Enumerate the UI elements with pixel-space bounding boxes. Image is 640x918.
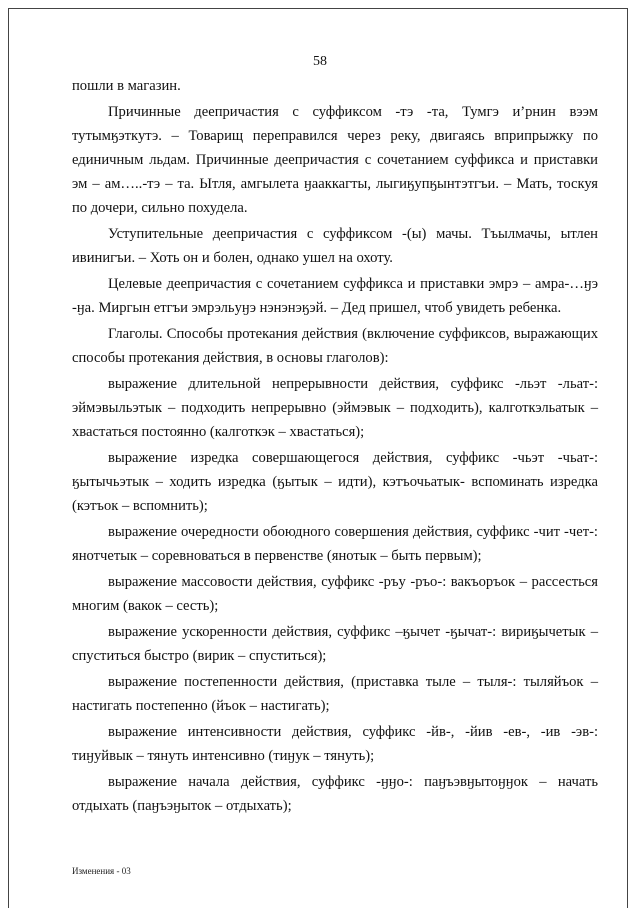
paragraph: выражение постепенности действия, (приставка тыле – тыля-: тыляйъок – настигать постепенно (йъок – настигать); <box>72 674 598 714</box>
paragraph: Уступительные деепричастия с суффиксом -(ы) мачы. Тъылмачы, ытлен ивинигъи. – Хоть он и болен, однако ушел на охоту. <box>72 226 598 266</box>
page-number: 58 <box>313 54 327 69</box>
paragraph: выражение изредка совершающегося действия, суффикс -чьэт -чьат-: ӄытычьэтык – ходить изредка (ӄытык – идти), кэтъочьатык- вспоминать изредка (кэтъок – вспомнить); <box>72 450 598 514</box>
paragraph: выражение очередности обоюдного совершения действия, суффикс -чит -чет-: янотчетык – соревноваться в первенстве (янотык – быть первым); <box>72 524 598 564</box>
paragraph: Глаголы. Способы протекания действия (включение суффиксов, выражающих способы протекания действия, в основы глаголов): <box>72 326 598 366</box>
paragraph: выражение интенсивности действия, суффикс -йв-, -йив -ев-, -ив -эв-: тиӈуйвык – тянуть интенсивно (тиӈук – тянуть); <box>72 724 598 764</box>
document-body <box>72 74 598 820</box>
footer-revision: Изменения - 03 <box>72 866 131 876</box>
paragraph: Причинные деепричастия с суффиксом -тэ -та, Тумгэ и’рнин вээм тутымӄэткутэ. – Товарищ переправился через реку, двигаясь вприпрыжку по единичным льдам. Причинные деепричастия с сочетанием суффикса и приставки эм – ам…..-тэ – та. Ытля, амгылета ӈааккагты, лыгиӄупӄынтэтгъи. – Мать, тоскуя по дочери, сильно похудела. <box>72 104 598 216</box>
paragraph: выражение массовости действия, суффикс -ръу -ръо-: вакъоръок – рассесться многим (вакок – сесть); <box>72 574 598 614</box>
paragraph: выражение ускоренности действия, суффикс –ӄычет -ӄычат-: вириӄычетык – спуститься быстро (вирик – спуститься); <box>72 624 598 664</box>
paragraph: выражение длительной непрерывности действия, суффикс -льэт -льат-: эймэвыльэтык – подходить непрерывно (эймэвык – подходить), калготкэльатык – хвастаться постоянно (калготкэк – хвастаться); <box>72 376 598 440</box>
paragraph: Целевые деепричастия с сочетанием суффикса и приставки эмрэ – амра-…ӈэ -ӈа. Миргын етгъи эмрэльуӈэ нэнэнэӄэй. – Дед пришел, чтоб увидеть ребенка. <box>72 276 598 316</box>
paragraph: пошли в магазин. <box>72 78 181 94</box>
paragraph: выражение начала действия, суффикс -ӈӈо-: паӈъэвӈытоӈӈок – начать отдыхать (паӈъэӈыток – отдыхать); <box>72 774 598 814</box>
